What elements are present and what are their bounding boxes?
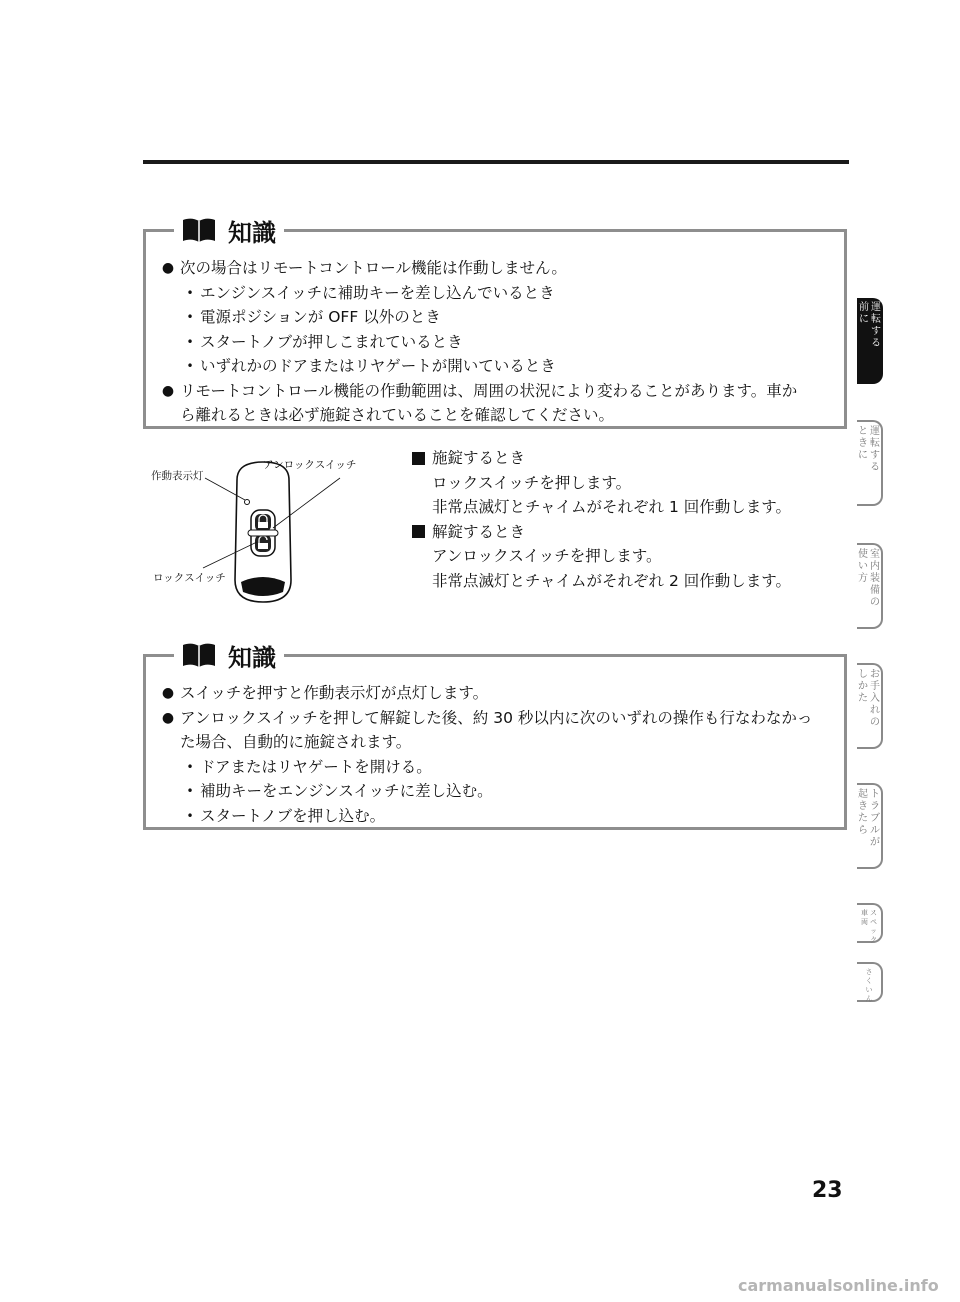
chapter-tab-label: し か た	[858, 669, 868, 704]
sub-bullet-icon: •	[186, 310, 194, 324]
chapter-tab-5[interactable]	[857, 783, 883, 869]
knowledge-box-2	[143, 643, 847, 830]
lock-unlock-instructions	[412, 446, 791, 593]
list-item-text: リモートコントロール機能の作動範囲は、周囲の状況により変わることがあります。車か	[180, 381, 798, 400]
chapter-tab-label: 運 転 す る	[870, 426, 880, 473]
list-item-text: スイッチを押すと作動表示灯が点灯します。	[180, 684, 489, 702]
list-item	[156, 706, 836, 731]
sub-list-item	[156, 281, 836, 306]
chapter-tab-label: 前 に	[859, 302, 869, 325]
sub-list-item	[156, 305, 836, 330]
knowledge-title	[174, 210, 284, 250]
unlock-heading: 解錠するとき	[432, 522, 526, 541]
sub-list-item	[156, 779, 836, 804]
square-bullet-icon	[412, 525, 425, 538]
sub-bullet-icon: •	[186, 808, 194, 823]
chapter-tab-3[interactable]	[857, 543, 883, 629]
sub-bullet-icon: •	[186, 334, 194, 349]
sub-list-item	[156, 755, 836, 780]
sub-list-item	[156, 330, 836, 355]
lock-step-2: 非常点滅灯とチャイムがそれぞれ 1 回作動します。	[432, 498, 792, 516]
chapter-tab-label: 室 内 装 備 の	[870, 549, 880, 608]
sub-list-item	[156, 354, 836, 379]
page-number: 23	[812, 1178, 843, 1203]
chapter-tab-6[interactable]	[857, 903, 883, 943]
top-rule	[143, 160, 849, 164]
chapter-tab-4[interactable]	[857, 663, 883, 749]
knowledge-title	[174, 635, 284, 675]
knowledge-content	[156, 681, 836, 828]
list-item-text: アンロックスイッチを押して解錠した後、約 30 秒以内に次のいずれの操作も行なわなかっ	[180, 708, 813, 727]
key-fob-illustration	[145, 450, 395, 615]
list-item-text: いずれかのドアまたはリヤゲートが開いているとき	[200, 357, 556, 375]
lock-step-1: ロックスイッチを押します。	[432, 473, 632, 492]
chapter-tab-1[interactable]	[857, 298, 883, 384]
lock-switch-label: ロックスイッチ	[153, 572, 226, 584]
book-icon	[182, 217, 216, 243]
list-item-text: 次の場合はリモートコントロール機能は作動しません。	[180, 259, 567, 277]
watermark: carmanualsonline.info	[738, 1276, 939, 1295]
list-item	[156, 379, 836, 404]
unlock-switch-label: アンロックスイッチ	[263, 459, 357, 471]
bullet-icon: ●	[161, 260, 175, 276]
list-item-text: ドアまたはリヤゲートを開ける。	[200, 757, 432, 776]
sub-bullet-icon: •	[186, 285, 194, 300]
list-item-text: エンジンスイッチに補助キーを差し込んでいるとき	[200, 283, 555, 302]
chapter-tab-label: と き に	[858, 426, 868, 461]
list-item-text: スタートノブを押し込む。	[200, 806, 386, 825]
knowledge-box-1	[143, 218, 847, 429]
list-item	[156, 256, 836, 281]
list-item	[156, 681, 836, 706]
knowledge-content	[156, 256, 836, 428]
sub-list-item	[156, 804, 836, 829]
list-item-text: スタートノブが押しこまれているとき	[200, 332, 463, 351]
knowledge-title-text: 知識	[228, 643, 276, 672]
chapter-tab-7[interactable]	[857, 962, 883, 1002]
chapter-tab-label: 車 両	[861, 909, 868, 926]
sub-bullet-icon: •	[186, 784, 194, 798]
sub-bullet-icon: •	[186, 759, 194, 774]
chapter-tab-label: 起 き た ら	[858, 789, 868, 836]
unlock-step-2: 非常点滅灯とチャイムがそれぞれ 2 回作動します。	[432, 571, 792, 590]
bullet-icon: ●	[161, 709, 175, 726]
list-item-continuation: ら離れるときは必ず施錠されていることを確認してください。	[180, 406, 615, 424]
chapter-tab-label: 運 転 す る	[871, 302, 881, 349]
lock-heading: 施錠するとき	[432, 449, 526, 467]
chapter-tab-label: さ く い ん	[865, 968, 873, 1003]
list-item-text: 電源ポジションが OFF 以外のとき	[200, 308, 441, 326]
bullet-icon: ●	[161, 685, 175, 701]
chapter-tab-label: お 手 入 れ の	[870, 669, 880, 728]
bullet-icon: ●	[161, 382, 175, 399]
unlock-step-1: アンロックスイッチを押します。	[432, 547, 662, 565]
chapter-tabs	[853, 0, 883, 1302]
chapter-tab-label: 使 い 方	[858, 549, 868, 584]
square-bullet-icon	[412, 452, 425, 465]
list-item-continuation: た場合、自動的に施錠されます。	[180, 733, 412, 751]
knowledge-title-text: 知識	[228, 218, 276, 247]
chapter-tab-label: ス ペ ッ ク	[870, 909, 877, 944]
list-item-text: 補助キーをエンジンスイッチに差し込む。	[200, 782, 493, 800]
sub-bullet-icon: •	[186, 359, 194, 373]
chapter-tab-label: ト ラ ブ ル が	[870, 789, 880, 848]
indicator-light-label: 作動表示灯	[151, 470, 204, 482]
chapter-tab-2[interactable]	[857, 420, 883, 506]
book-icon	[182, 642, 216, 668]
